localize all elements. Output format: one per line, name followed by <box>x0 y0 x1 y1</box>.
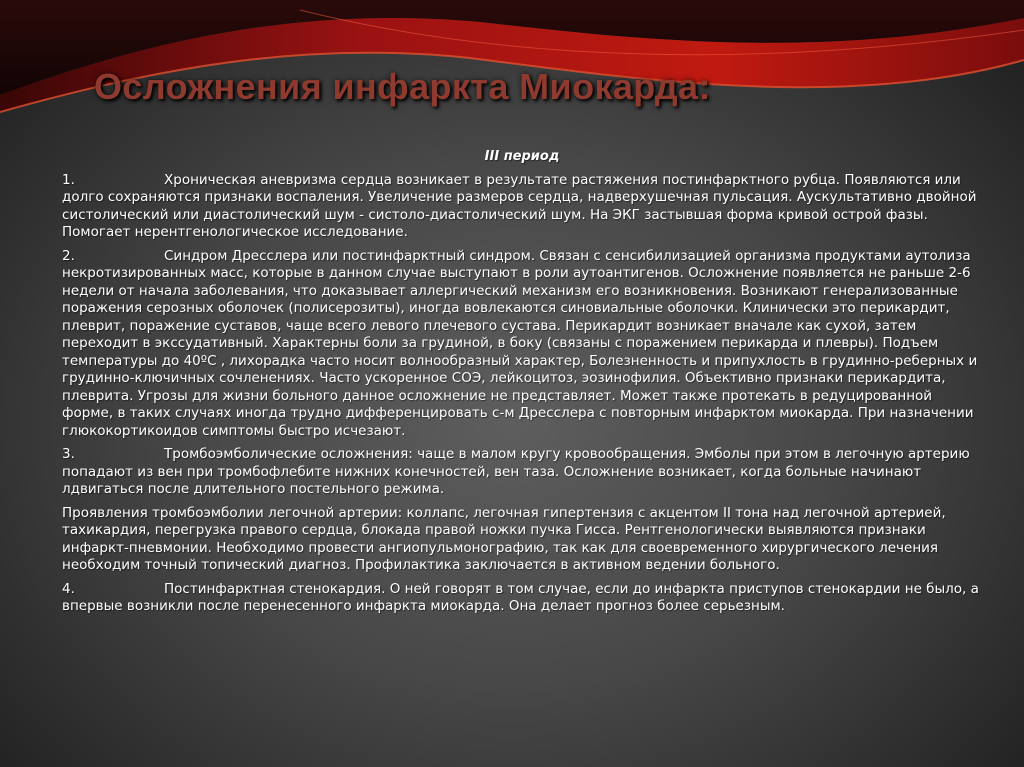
item-text: Синдром Дресслера или постинфарктный синдром. Связан с сенсибилизацией организма продуктами аутолиза некротизированных масс, которые в данном случае выступают в роли аутоантигенов. Осложнение появляется не раньше 2-6 недели от начала заболевания, что доказывает аллергический механизм его возникновения. Возникают генерализованные поражения серозных оболочек (полисерозиты), иногда вовлекаются синовиальные оболочки. Клинически это перикардит, плеврит, поражение суставов, чаще всего левого плечевого сустава. Перикардит возникает вначале как сухой, затем переходит в экссудативный. Характерны боли за грудиной, в боку (связаны с поражением перикарда и плевры). Подъем температуры до 40ºС , лихорадка часто носит волнообразный характер, Болезненность и припухлость в грудинно-реберных и грудинно-ключичных сочленениях. Часто ускоренное СОЭ, лейкоцитоз, эозинофилия. Объективно признаки перикардита, плеврита. Угрозы для жизни больного данное осложнение не представляет. Может также протекать в редуцированной форме, в таких случаях иногда трудно дифференцировать с-м Дресслера с повторным инфарктом миокарда. При назначении глюкокортикоидов симптомы быстро исчезают. <box>62 247 978 439</box>
item-number: 3. <box>62 446 75 462</box>
item-text: Хроническая аневризма сердца возникает в результате растяжения постинфарктного рубца. Появляются или долго сохраняются признаки воспаления. Увеличение размеров сердца, надверхушечная пульсация. Аускультативно двойной систолический или диастолический шум - систоло-диастолический шум. На ЭКГ застывшая форма кривой острой фазы. Помогает нерентгенологическое исследование. <box>62 171 977 240</box>
list-item <box>62 446 982 499</box>
list-item <box>62 581 982 616</box>
list-item <box>62 248 982 441</box>
item-number: 4. <box>62 580 75 597</box>
item-text: Постинфарктная стенокардия. О ней говорят в том случае, если до инфаркта приступов стенокардии не было, а впервые возникли после перенесенного инфаркта миокарда. Она делает прогноз более серьезным. <box>62 580 979 614</box>
slide-content <box>62 148 982 622</box>
slide-title: Осложнения инфаркта Миокарда: <box>94 66 711 107</box>
list-item <box>62 172 982 242</box>
item-text: Тромбоэмболические осложнения: чаще в малом кругу кровообращения. Эмболы при этом в легочную артерию попадают из вен при тромбофлебите нижних конечностей, вен таза. Осложнение возникает, когда больные начинают лдвигаться после длительного постельного режима. <box>62 446 970 497</box>
item-number: 2. <box>62 247 75 264</box>
period-heading: III период <box>484 149 560 164</box>
paragraph <box>62 505 982 575</box>
item-number: 1. <box>62 171 75 188</box>
paragraph-text: Проявления тромбоэмболии легочной артерии: коллапс, легочная гипертензия с акцентом II тона над легочной артерией, тахикардия, перегрузка правого сердца, блокада правой ножки пучка Гисса. Рентгенологически выявляются признаки инфаркт-пневмонии. Необходимо провести ангиопульмонографию, так как для своевременного хирургического лечения необходим точный топический диагноз. Профилактика заключается в активном ведении больного. <box>62 504 946 573</box>
